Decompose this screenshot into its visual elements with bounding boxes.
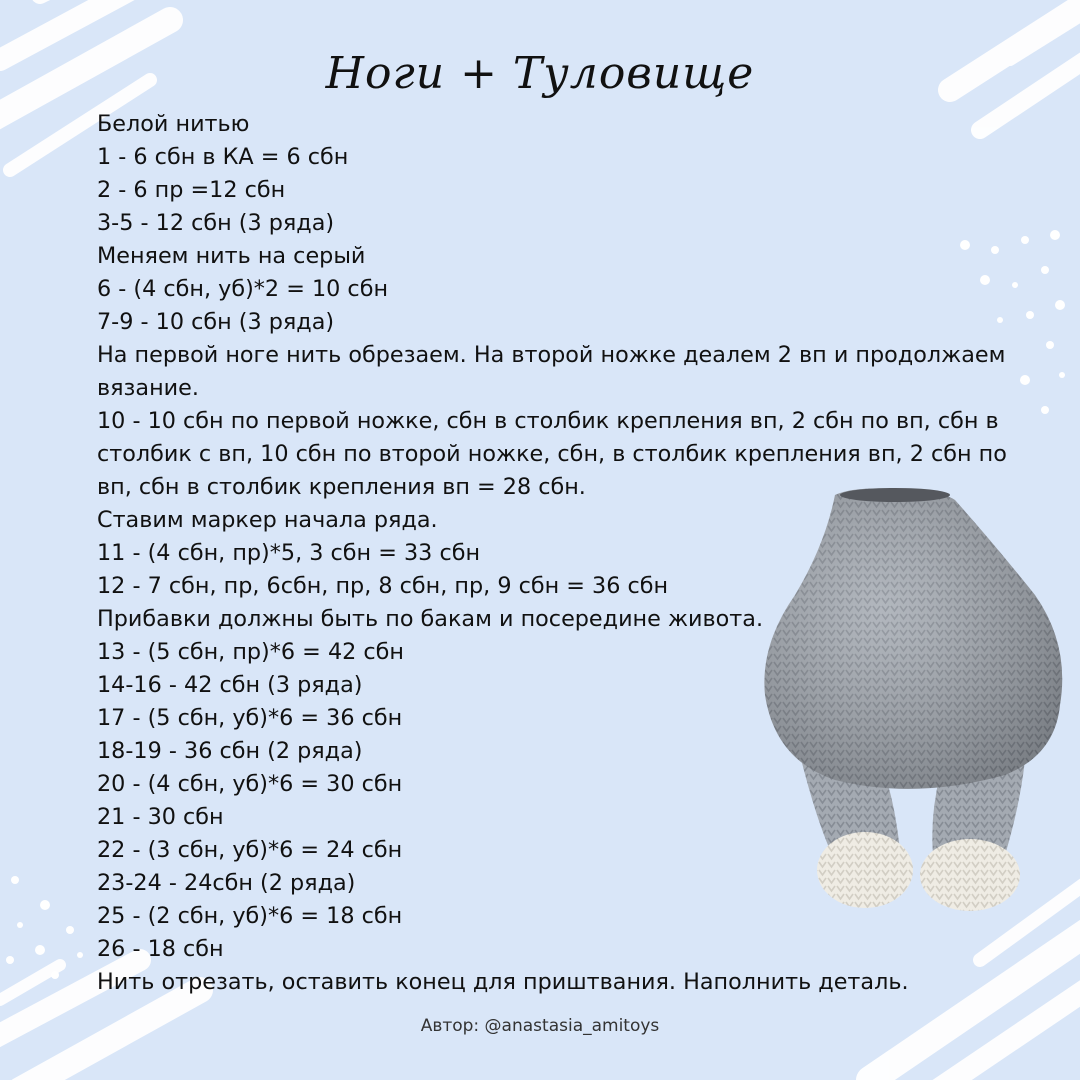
author-credit: Автор: @anastasia_amitoys [420, 1016, 660, 1036]
pattern-line: 21 - 30 сбн [97, 804, 224, 830]
page-title: Ноги + Туловище [325, 48, 755, 99]
pattern-line: 6 - (4 сбн, уб)*2 = 10 сбн [97, 276, 389, 302]
pattern-line: 23-24 - 24сбн (2 ряда) [97, 870, 356, 896]
pattern-line: 7-9 - 10 сбн (3 ряда) [97, 309, 335, 335]
pattern-line: 13 - (5 сбн, пр)*6 = 42 сбн [97, 639, 404, 665]
pattern-line: 14-16 - 42 сбн (3 ряда) [97, 672, 363, 698]
pattern-line: 18-19 - 36 сбн (2 ряда) [97, 738, 363, 764]
pattern-line: Ставим маркер начала ряда. [97, 507, 438, 533]
pattern-line: 17 - (5 сбн, уб)*6 = 36 сбн [97, 705, 403, 731]
pattern-line: Нить отрезать, оставить конец для приштвания. Наполнить деталь. [97, 969, 909, 995]
pattern-line: 1 - 6 сбн в КА = 6 сбн [97, 144, 349, 170]
pattern-line: 25 - (2 сбн, уб)*6 = 18 сбн [97, 903, 403, 929]
pattern-line: На первой ноге нить обрезаем. На второй ножке деалем 2 вп и продолжаем вязание. [97, 342, 1006, 401]
pattern-line: 22 - (3 сбн, уб)*6 = 24 сбн [97, 837, 403, 863]
pattern-line: Белой нитью [97, 111, 250, 137]
pattern-line: Меняем нить на серый [97, 243, 366, 269]
pattern-line: 11 - (4 сбн, пр)*5, 3 сбн = 33 сбн [97, 540, 481, 566]
crochet-body-photo [755, 485, 1075, 915]
pattern-line: 10 - 10 сбн по первой ножке, сбн в столбик крепления вп, 2 сбн по вп, сбн в столбик с вп, 10 сбн по второй ножке, сбн, в столбик крепления вп, 2 сбн по вп, сбн в столбик крепления вп = 28 сбн. [97, 408, 1007, 500]
pattern-line: 26 - 18 сбн [97, 936, 224, 962]
pattern-line: 20 - (4 сбн, уб)*6 = 30 сбн [97, 771, 403, 797]
pattern-line: 2 - 6 пр =12 сбн [97, 177, 286, 203]
pattern-line: 12 - 7 сбн, пр, 6сбн, пр, 8 сбн, пр, 9 сбн = 36 сбн [97, 573, 669, 599]
pattern-line: 3-5 - 12 сбн (3 ряда) [97, 210, 335, 236]
pattern-line: Прибавки должны быть по бакам и посередине живота. [97, 606, 764, 632]
